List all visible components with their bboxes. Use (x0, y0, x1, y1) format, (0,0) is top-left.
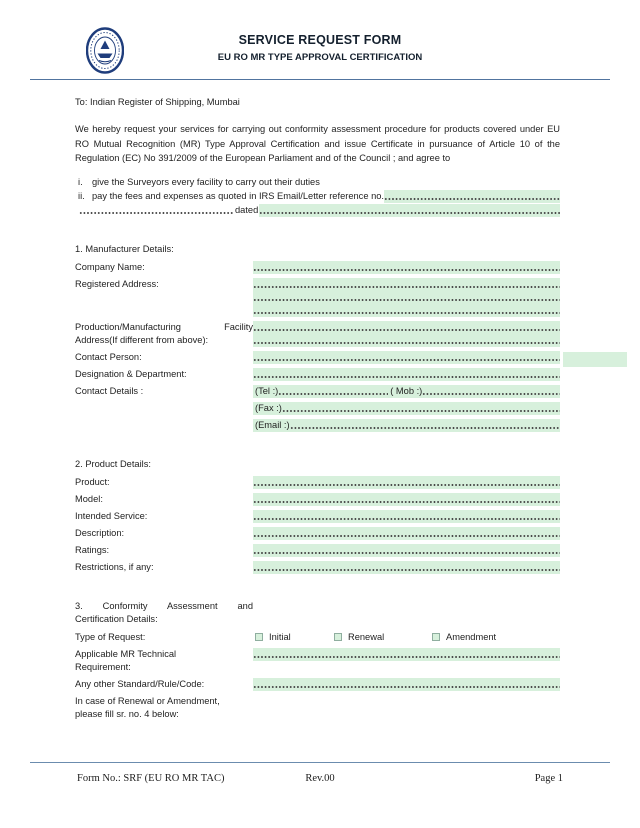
list-marker-ii: ii. (78, 190, 85, 201)
renewal-checkbox[interactable] (334, 633, 342, 641)
production-address-label-line2: Address(If different from above): (75, 334, 209, 345)
amendment-label: Amendment (446, 631, 497, 642)
product-label: Product: (75, 476, 110, 487)
registered-address-row (75, 278, 560, 317)
ratings-field[interactable] (253, 544, 560, 557)
form-header (0, 0, 640, 80)
registered-address-label: Registered Address: (75, 278, 159, 289)
ratings-row (75, 544, 560, 557)
mob-field-dots[interactable] (422, 385, 560, 398)
intended-service-field[interactable] (253, 510, 560, 523)
mr-requirement-row (75, 648, 560, 674)
intended-service-label: Intended Service: (75, 510, 148, 521)
list-marker-i: i. (78, 176, 83, 187)
production-address-field-2[interactable] (253, 334, 560, 347)
form-number: Form No.: SRF (EU RO MR TAC) (77, 773, 225, 784)
option-initial (255, 631, 334, 644)
mr-requirement-label-line1: Applicable MR Technical (75, 648, 177, 659)
list-text-ii: pay the fees and expenses as quoted in IRS Email/Letter reference no. (92, 190, 384, 201)
initial-checkbox[interactable] (255, 633, 263, 641)
list-item-i (78, 176, 560, 189)
intended-service-row (75, 510, 560, 523)
company-name-label: Company Name: (75, 261, 145, 272)
tel-label: (Tel :) (255, 385, 279, 396)
production-address-row (75, 321, 560, 347)
renewal-note-row (75, 695, 560, 721)
page-footer (30, 762, 610, 784)
model-row (75, 493, 560, 506)
section-2-heading: 2. Product Details: (75, 458, 151, 469)
renewal-label: Renewal (348, 631, 385, 642)
restrictions-row (75, 561, 560, 574)
other-standard-field[interactable] (253, 678, 560, 691)
fax-label: (Fax :) (255, 402, 282, 413)
list-item-ii (78, 190, 560, 203)
section-3-heading-line1: 3. Conformity Assessment and (75, 600, 253, 611)
fax-field-dots[interactable] (282, 402, 560, 415)
type-of-request-label: Type of Request: (75, 631, 146, 642)
renewal-note-line2: please fill sr. no. 4 below: (75, 708, 179, 719)
description-label: Description: (75, 527, 125, 538)
form-title: SERVICE REQUEST FORM (238, 33, 402, 47)
section-3-heading (75, 600, 560, 626)
renewal-note (75, 695, 253, 721)
amendment-checkbox[interactable] (432, 633, 440, 641)
mr-requirement-label-line2: Requirement: (75, 661, 131, 672)
section-1-heading: 1. Manufacturer Details: (75, 243, 174, 254)
mr-requirement-label (75, 648, 253, 674)
request-paragraph: We hereby request your services for carrying out conformity assessment procedure for products covered under EU RO Mutual Recognition (MR) Type Approval Certification and issue Certificate in pursuance of Article 10 of the Regulation (EC) No 391/2009 of the European Parliament and of the Council ; and agree to (75, 124, 560, 163)
section-3-heading-line2: Certification Details: (75, 613, 158, 624)
designation-row (75, 368, 560, 381)
fax-field[interactable] (253, 402, 560, 415)
designation-label: Designation & Department: (75, 368, 187, 379)
contact-details-label: Contact Details : (75, 385, 144, 396)
production-address-label-line1: Production/Manufacturing Facility (75, 321, 253, 332)
header-divider (30, 79, 610, 80)
mr-requirement-field[interactable] (253, 648, 560, 661)
dated-field[interactable] (259, 204, 560, 217)
registered-address-field-1[interactable] (253, 278, 560, 291)
irs-seal-graphic (86, 27, 124, 74)
company-name-row (75, 261, 560, 274)
email-label: (Email :) (255, 419, 290, 430)
list-text-i: give the Surveyors every facility to carry out their duties (92, 176, 320, 187)
stray-field-highlight (563, 352, 627, 367)
revision-number: Rev.00 (305, 773, 335, 784)
production-address-label (75, 321, 253, 347)
type-of-request-row (75, 631, 560, 644)
initial-label: Initial (269, 631, 291, 642)
contact-person-row (75, 351, 560, 364)
request-type-options (253, 631, 560, 644)
renewal-note-line1: In case of Renewal or Amendment, (75, 695, 220, 706)
reference-no-field[interactable] (384, 190, 560, 203)
form-subtitle: EU RO MR TYPE APPROVAL CERTIFICATION (217, 52, 423, 63)
reference-no-continuation-field[interactable] (79, 204, 234, 217)
other-standard-label: Any other Standard/Rule/Code: (75, 678, 205, 689)
other-standard-row (75, 678, 560, 691)
form-body (75, 96, 560, 721)
registered-address-field-2[interactable] (253, 291, 560, 304)
email-field-dots[interactable] (290, 419, 560, 432)
restrictions-label: Restrictions, if any: (75, 561, 154, 572)
product-field[interactable] (253, 476, 560, 489)
agreement-list (75, 176, 560, 217)
irs-logo (86, 27, 124, 74)
contact-details-row (75, 385, 560, 432)
model-label: Model: (75, 493, 103, 504)
option-amendment (432, 631, 496, 644)
email-field[interactable] (253, 419, 560, 432)
page-number: Page 1 (534, 773, 563, 784)
contact-person-field[interactable] (253, 351, 560, 364)
description-row (75, 527, 560, 540)
option-renewal (334, 631, 432, 644)
addressee-line: To: Indian Register of Shipping, Mumbai (75, 97, 240, 107)
tel-field-dots[interactable] (278, 385, 388, 398)
description-field[interactable] (253, 527, 560, 540)
registered-address-field-3[interactable] (253, 304, 560, 317)
mob-label: ( Mob :) (390, 385, 423, 396)
designation-department-field[interactable] (253, 368, 560, 381)
product-row (75, 476, 560, 489)
ratings-label: Ratings: (75, 544, 110, 555)
dated-label: dated (235, 204, 259, 215)
list-item-ii-continuation (79, 204, 560, 217)
model-field[interactable] (253, 493, 560, 506)
company-name-field[interactable] (253, 261, 560, 274)
production-address-field-1[interactable] (253, 321, 560, 334)
contact-person-label: Contact Person: (75, 351, 142, 362)
restrictions-field[interactable] (253, 561, 560, 574)
tel-mob-field[interactable] (253, 385, 560, 398)
